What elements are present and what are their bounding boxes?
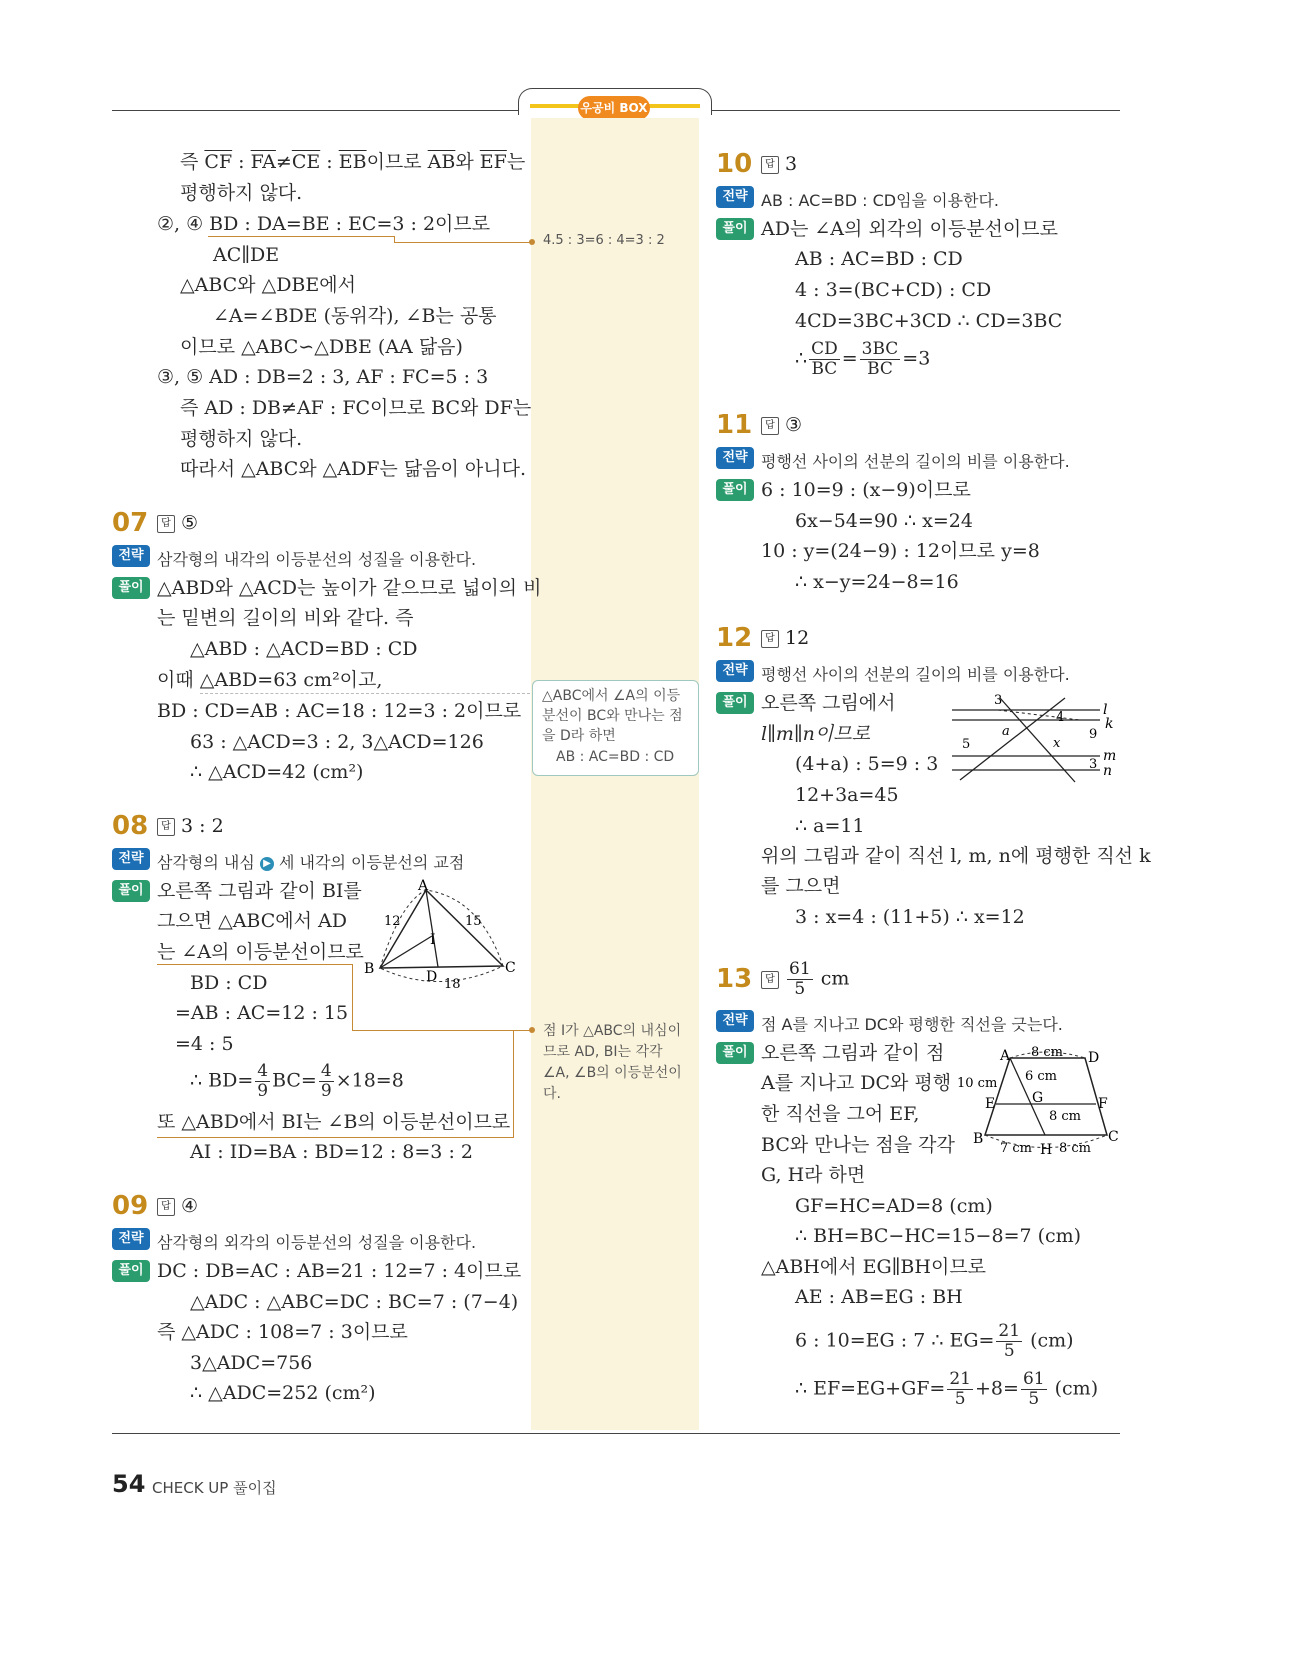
q12-line-4: 12+3a=45 <box>795 784 899 806</box>
svg-text:B: B <box>973 1131 984 1147</box>
q10-line-4: 4CD=3BC+3CD ∴ CD=3BC <box>795 310 1063 332</box>
q07-line-1: △ABD와 △ACD는 높이가 같으므로 넓이의 비 <box>157 577 542 599</box>
q13-line-7: ∴ BH=BC−HC=15−8=7 (cm) <box>795 1225 1082 1247</box>
q07-strategy: 삼각형의 내각의 이등분선의 성질을 이용한다. <box>157 550 477 569</box>
svg-text:C: C <box>1108 1129 1119 1145</box>
arrow-icon: ▶ <box>260 857 274 871</box>
svg-text:A: A <box>1000 1048 1011 1064</box>
svg-text:l: l <box>1103 702 1108 718</box>
q11-solution-tag: 풀이 <box>716 479 754 501</box>
q13-line-9: AE : AB=EG : BH <box>795 1286 963 1308</box>
svg-text:4: 4 <box>1056 710 1065 725</box>
note-3-line-4: 다. <box>543 1086 561 1102</box>
note-2-line-2: 분선이 BC와 만나는 점 <box>542 708 683 724</box>
q13-ef-line: ∴ EF=EG+GF= $\frac{21}{5}$ +8= $\frac{61}{5}$ (cm) <box>795 1369 1099 1409</box>
svg-text:8 cm: 8 cm <box>1049 1109 1082 1124</box>
q13-line-5: G, H라 하면 <box>761 1164 866 1186</box>
q13-line-4: BC와 만나는 점을 각각 <box>761 1134 955 1156</box>
svg-text:7 cm: 7 cm <box>1000 1141 1033 1156</box>
q12-strategy: 평행선 사이의 선분의 길이의 비를 이용한다. <box>761 665 1070 684</box>
svg-text:3: 3 <box>994 693 1003 708</box>
left-line-3: ②, ④ BD : DA=BE : EC=3 : 2이므로 <box>157 213 491 235</box>
q12-parallel-lines-figure <box>950 690 1120 790</box>
left-line-4: AC∥DE <box>213 244 280 266</box>
left-line-1: 즉 $\overline{CF}$ : $\overline{FA}\ne\overline{CE}$ : $\overline{EB}$이므로 $\overline{AB}$와 $\overline{EF}$는 <box>180 151 526 173</box>
q09-strategy-tag: 전략 <box>112 1228 150 1250</box>
q11-line-1: 6 : 10=9 : (x−9)이므로 <box>761 479 971 501</box>
svg-text:6 cm: 6 cm <box>1025 1069 1058 1084</box>
svg-text:n: n <box>1103 763 1113 779</box>
note-1: 4.5 : 3=6 : 4=3 : 2 <box>543 233 665 248</box>
q12-answer: 답 12 <box>761 627 809 649</box>
note-2-line-3: 을 D라 하면 <box>542 728 616 744</box>
q07-number: 07 <box>112 508 149 538</box>
q09-line-3: 즉 △ADC : 108=7 : 3이므로 <box>157 1321 408 1343</box>
q10-frac-line: ∴ $\frac{CD}{BC}$ = $\frac{3BC}{BC}$ =3 <box>795 339 931 379</box>
book-title: CHECK UP 풀이집 <box>152 1479 277 1497</box>
q12-strategy-tag: 전략 <box>716 660 754 682</box>
note-2-line-1: △ABC에서 ∠A의 이등 <box>542 688 681 704</box>
left-line-5: △ABC와 △DBE에서 <box>180 274 356 296</box>
svg-text:a: a <box>1002 724 1010 739</box>
q09-solution-tag: 풀이 <box>112 1260 150 1282</box>
q12-line-8: 3 : x=4 : (11+5) ∴ x=12 <box>795 906 1025 928</box>
q10-line-3: 4 : 3=(BC+CD) : CD <box>795 279 992 301</box>
q11-strategy-tag: 전략 <box>716 447 754 469</box>
q12-line-2: l∥m∥n이므로 <box>761 723 870 745</box>
q13-line-2: A를 지나고 DC와 평행 <box>761 1072 952 1094</box>
q10-solution-tag: 풀이 <box>716 218 754 240</box>
q07-line-3: △ABD : △ACD=BD : CD <box>190 638 418 660</box>
q13-number: 13 <box>716 964 753 994</box>
q08-line-8: AI : ID=BA : BD=12 : 8=3 : 2 <box>190 1141 473 1163</box>
q12-line-5: ∴ a=11 <box>795 815 865 837</box>
svg-text:5: 5 <box>962 737 971 752</box>
q09-number: 09 <box>112 1191 149 1221</box>
connector-dot-1 <box>529 239 535 245</box>
q08-line-5: =AB : AC=12 : 15 <box>175 1002 349 1024</box>
q11-line-3: 10 : y=(24−9) : 12이므로 y=8 <box>761 540 1040 562</box>
svg-text:H: H <box>1040 1142 1053 1158</box>
svg-text:3: 3 <box>1089 757 1098 772</box>
q11-strategy: 평행선 사이의 선분의 길이의 비를 이용한다. <box>761 452 1070 471</box>
q07-answer: 답 ⑤ <box>157 512 198 534</box>
svg-text:D: D <box>1088 1050 1100 1066</box>
left-line-9: 즉 AD : DB≠AF : FC이므로 BC와 DF는 <box>180 397 532 419</box>
dashed-divider <box>200 693 530 694</box>
connector-2b <box>352 964 353 1030</box>
q08-solution-tag: 풀이 <box>112 880 150 902</box>
note-3-line-3: ∠A, ∠B의 이등분선이 <box>543 1065 682 1081</box>
svg-text:m: m <box>1103 748 1117 764</box>
q13-strategy-tag: 전략 <box>716 1010 754 1032</box>
q10-line-2: AB : AC=BD : CD <box>795 248 963 270</box>
svg-text:C: C <box>505 960 516 976</box>
q07-line-5: BD : CD=AB : AC=18 : 12=3 : 2이므로 <box>157 700 522 722</box>
q12-line-3: (4+a) : 5=9 : 3 <box>795 753 939 775</box>
q13-answer: 답 $\frac{61}{5}$ cm <box>761 960 849 999</box>
q08-strategy-tag: 전략 <box>112 848 150 870</box>
q11-answer: 답 ③ <box>761 414 802 436</box>
q08-bd-line: ∴ BD= $\frac{4}{9}$ BC= $\frac{4}{9}$ ×18=8 <box>190 1061 404 1101</box>
connector-2a <box>157 964 352 965</box>
q10-strategy-tag: 전략 <box>716 186 754 208</box>
svg-text:9: 9 <box>1089 727 1098 742</box>
box-label: 우공비 BOX <box>578 96 650 120</box>
q13-eg-line: 6 : 10=EG : 7 ∴ EG= $\frac{21}{5}$ (cm) <box>795 1321 1074 1361</box>
svg-text:10 cm: 10 cm <box>957 1076 998 1091</box>
q07-line-7: ∴ △ACD=42 (cm²) <box>190 761 364 783</box>
q12-solution-tag: 풀이 <box>716 692 754 714</box>
svg-text:E: E <box>985 1096 996 1112</box>
q13-line-6: GF=HC=AD=8 (cm) <box>795 1195 993 1217</box>
header-rule-right <box>710 110 1120 111</box>
q10-line-1: AD는 ∠A의 외각의 이등분선이므로 <box>761 218 1058 240</box>
q08-answer: 답 3 : 2 <box>157 815 224 837</box>
header-rule-left <box>112 110 520 111</box>
note-2-line-4: AB : AC=BD : CD <box>556 749 675 765</box>
svg-text:F: F <box>1098 1096 1108 1112</box>
left-line-8: ③, ⑤ AD : DB=2 : 3, AF : FC=5 : 3 <box>157 366 489 388</box>
note-3-line-2: 므로 AD, BI는 각각 <box>543 1044 663 1060</box>
svg-text:x: x <box>1053 736 1061 751</box>
connector-2c <box>352 1030 532 1031</box>
q08-strategy: 삼각형의 내심 ▶ 세 내각의 이등분선의 교점 <box>157 853 465 872</box>
q09-line-2: △ADC : △ABC=DC : BC=7 : (7−4) <box>190 1291 519 1313</box>
note-3-line-1: 점 I가 △ABC의 내심이 <box>543 1023 682 1039</box>
q09-line-4: 3△ADC=756 <box>190 1352 313 1374</box>
q07-line-4: 이때 △ABD=63 cm²이고, <box>157 669 383 691</box>
connector-dot-2 <box>529 1027 535 1033</box>
q08-line-4: BD : CD <box>190 972 268 994</box>
left-line-6: ∠A=∠BDE (동위각), ∠B는 공통 <box>213 305 497 327</box>
q09-line-1: DC : DB=AC : AB=21 : 12=7 : 4이므로 <box>157 1260 522 1282</box>
q13-line-8: △ABH에서 EG∥BH이므로 <box>761 1256 987 1278</box>
svg-text:k: k <box>1105 716 1114 732</box>
svg-text:18: 18 <box>444 977 461 992</box>
connector-1 <box>208 236 394 237</box>
q10-strategy: AB : AC=BD : CD임을 이용한다. <box>761 191 999 210</box>
q09-answer: 답 ④ <box>157 1195 198 1217</box>
q12-line-6: 위의 그림과 같이 직선 l, m, n에 평행한 직선 k <box>761 845 1151 867</box>
q09-strategy: 삼각형의 외각의 이등분선의 성질을 이용한다. <box>157 1233 477 1252</box>
q08-line-6: =4 : 5 <box>175 1033 234 1055</box>
svg-text:8 cm: 8 cm <box>1031 1045 1064 1060</box>
q11-line-2: 6x−54=90 ∴ x=24 <box>795 510 973 532</box>
svg-text:G: G <box>1032 1090 1044 1106</box>
q12-line-1: 오른쪽 그림에서 <box>761 692 896 714</box>
q13-solution-tag: 풀이 <box>716 1042 754 1064</box>
connector-1c <box>394 242 532 243</box>
connector-2d <box>513 1030 514 1137</box>
q12-number: 12 <box>716 623 753 653</box>
q13-line-3: 한 직선을 그어 EF, <box>761 1103 920 1125</box>
svg-text:15: 15 <box>465 914 482 929</box>
svg-text:D: D <box>426 969 438 985</box>
left-line-7: 이므로 △ABC∽△DBE (AA 닮음) <box>180 336 463 358</box>
q08-line-1: 오른쪽 그림과 같이 BI를 <box>157 880 362 902</box>
svg-text:A: A <box>418 878 429 894</box>
q13-trapezoid-figure <box>955 1040 1123 1160</box>
left-line-10: 평행하지 않다. <box>180 428 303 450</box>
svg-text:8 cm: 8 cm <box>1059 1141 1092 1156</box>
q09-line-5: ∴ △ADC=252 (cm²) <box>190 1382 376 1404</box>
footer-rule <box>112 1433 1120 1434</box>
q07-solution-tag: 풀이 <box>112 577 150 599</box>
q07-line-6: 63 : △ACD=3 : 2, 3△ACD=126 <box>190 731 484 753</box>
q11-line-4: ∴ x−y=24−8=16 <box>795 571 959 593</box>
q07-strategy-tag: 전략 <box>112 545 150 567</box>
q08-line-2: 그으면 △ABC에서 AD <box>157 910 347 932</box>
q08-line-3: 는 ∠A의 이등분선이므로 <box>157 941 364 963</box>
q07-line-2: 는 밑변의 길이의 비와 같다. 즉 <box>157 607 414 629</box>
q13-strategy: 점 A를 지나고 DC와 평행한 직선을 긋는다. <box>761 1015 1063 1034</box>
q08-line-7: 또 △ABD에서 BI는 ∠B의 이등분선이므로 <box>157 1111 511 1133</box>
left-line-11: 따라서 △ABC와 △ADF는 닮음이 아니다. <box>180 458 527 480</box>
q13-line-1: 오른쪽 그림과 같이 점 <box>761 1042 945 1064</box>
left-line-2: 평행하지 않다. <box>180 182 303 204</box>
connector-2e <box>157 1137 514 1138</box>
svg-text:12: 12 <box>384 914 401 929</box>
q12-line-7: 를 그으면 <box>761 875 841 897</box>
q08-triangle-figure <box>360 878 520 993</box>
q10-answer: 답 3 <box>761 153 797 175</box>
svg-text:B: B <box>364 961 375 977</box>
q10-number: 10 <box>716 149 753 179</box>
page-number: 54 <box>112 1470 146 1498</box>
q08-number: 08 <box>112 811 149 841</box>
q11-number: 11 <box>716 410 753 440</box>
svg-text:I: I <box>430 932 436 948</box>
